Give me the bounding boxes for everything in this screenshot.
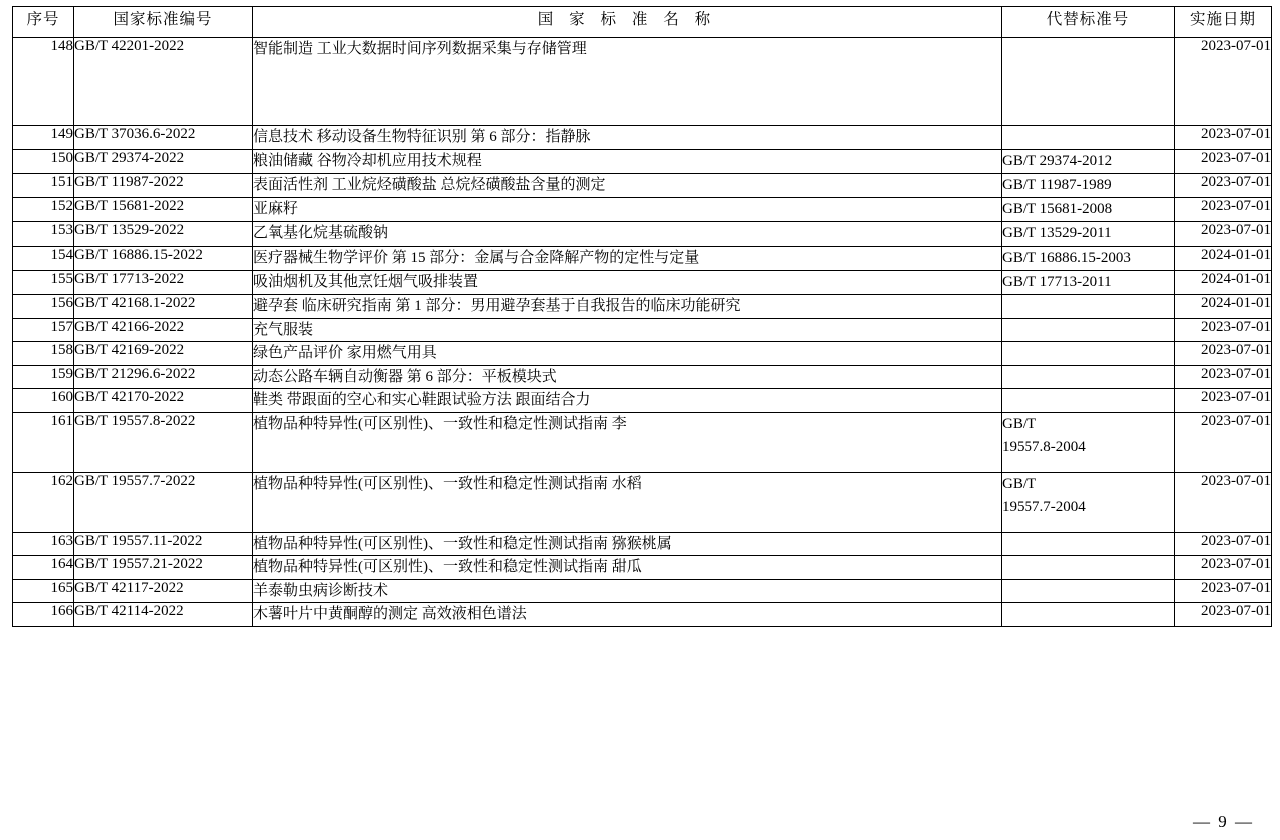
cell-sequence: 156 [13,295,74,319]
cell-replaced-code [1002,295,1175,319]
cell-effective-date: 2023-07-01 [1175,318,1272,342]
cell-sequence: 149 [13,126,74,150]
cell-sequence: 157 [13,318,74,342]
cell-standard-code: GB/T 21296.6-2022 [74,365,253,389]
cell-standard-name: 绿色产品评价 家用燃气用具 [253,342,1002,366]
table-row [13,173,1272,197]
column-header-standard-name [253,7,1002,38]
cell-sequence: 165 [13,579,74,603]
table-row [13,198,1272,222]
cell-replaced-code [1002,318,1175,342]
cell-standard-code: GB/T 19557.8-2022 [74,412,253,472]
replaced-code-line-1: GB/T 17713-2011 [1002,273,1112,290]
table-header [13,7,1272,38]
cell-sequence: 152 [13,198,74,222]
replaced-code-line-1: GB/T 11987-1989 [1002,176,1112,193]
cell-standard-name: 植物品种特异性(可区别性)、一致性和稳定性测试指南 水稻 [253,472,1002,532]
cell-standard-name: 植物品种特异性(可区别性)、一致性和稳定性测试指南 甜瓜 [253,556,1002,580]
cell-replaced-code [1002,246,1175,270]
cell-effective-date: 2023-07-01 [1175,198,1272,222]
cell-replaced-code [1002,222,1175,246]
cell-sequence: 154 [13,246,74,270]
table-row [13,222,1272,246]
cell-sequence: 151 [13,173,74,197]
cell-replaced-code [1002,342,1175,366]
table-row [13,318,1272,342]
cell-effective-date: 2023-07-01 [1175,342,1272,366]
cell-replaced-code [1002,38,1175,126]
table-row [13,412,1272,472]
table-row [13,246,1272,270]
cell-effective-date: 2023-07-01 [1175,532,1272,556]
column-header-standard-code [74,7,253,38]
cell-standard-code: GB/T 42169-2022 [74,342,253,366]
cell-standard-name: 充气服装 [253,318,1002,342]
replaced-code-line-1: GB/T 15681-2008 [1002,201,1113,217]
cell-effective-date: 2023-07-01 [1175,412,1272,472]
cell-sequence: 161 [13,412,74,472]
column-header-effective-date [1175,7,1272,38]
column-header-replaced-code-label: 代替标准号 [1046,11,1130,28]
cell-standard-code: GB/T 15681-2022 [74,198,253,222]
cell-standard-name: 智能制造 工业大数据时间序列数据采集与存储管理 [253,38,1002,126]
column-header-standard-code-label: 国家标准编号 [113,11,213,28]
cell-standard-code: GB/T 42201-2022 [74,38,253,126]
cell-replaced-code [1002,149,1175,173]
cell-standard-name: 亚麻籽 [253,198,1002,222]
cell-standard-name: 羊泰勒虫病诊断技术 [253,579,1002,603]
cell-standard-name: 植物品种特异性(可区别性)、一致性和稳定性测试指南 猕猴桃属 [253,532,1002,556]
cell-sequence: 159 [13,365,74,389]
cell-replaced-code [1002,365,1175,389]
cell-effective-date: 2024-01-01 [1175,295,1272,319]
table-row [13,270,1272,294]
cell-standard-name: 信息技术 移动设备生物特征识别 第 6 部分：指静脉 [253,126,1002,150]
cell-replaced-code [1002,579,1175,603]
cell-replaced-code [1002,556,1175,580]
cell-standard-code: GB/T 17713-2022 [74,270,253,294]
table-row [13,365,1272,389]
cell-replaced-code [1002,532,1175,556]
column-header-effective-date-label: 实施日期 [1189,11,1256,28]
cell-sequence: 164 [13,556,74,580]
table-row [13,389,1272,413]
column-header-sequence-label: 序号 [26,11,60,28]
table-row [13,579,1272,603]
cell-standard-code: GB/T 29374-2022 [74,149,253,173]
replaced-code-line-2: 19557.7-2004 [1002,498,1086,515]
cell-sequence: 162 [13,472,74,532]
cell-effective-date: 2023-07-01 [1175,579,1272,603]
cell-replaced-code [1002,472,1175,532]
table-row [13,556,1272,580]
cell-effective-date: 2023-07-01 [1175,556,1272,580]
cell-standard-code: GB/T 42168.1-2022 [74,295,253,319]
cell-standard-name: 粮油储藏 谷物冷却机应用技术规程 [253,149,1002,173]
cell-replaced-code [1002,270,1175,294]
table-row [13,126,1272,150]
cell-standard-code: GB/T 19557.11-2022 [74,532,253,556]
cell-replaced-code [1002,126,1175,150]
replaced-code-line-2: 19557.8-2004 [1002,438,1086,455]
cell-effective-date: 2023-07-01 [1175,126,1272,150]
cell-standard-code: GB/T 13529-2022 [74,222,253,246]
table-row [13,295,1272,319]
standards-table [12,6,1272,627]
cell-sequence: 158 [13,342,74,366]
cell-effective-date: 2024-01-01 [1175,246,1272,270]
table-row [13,472,1272,532]
cell-sequence: 153 [13,222,74,246]
cell-standard-code: GB/T 42166-2022 [74,318,253,342]
cell-sequence: 150 [13,149,74,173]
cell-standard-name: 植物品种特异性(可区别性)、一致性和稳定性测试指南 李 [253,412,1002,472]
cell-effective-date: 2023-07-01 [1175,38,1272,126]
cell-standard-code: GB/T 11987-2022 [74,173,253,197]
cell-effective-date: 2024-01-01 [1175,270,1272,294]
table-row [13,532,1272,556]
table-row [13,342,1272,366]
replaced-code-line-1: GB/T 13529-2011 [1002,225,1112,242]
cell-sequence: 163 [13,532,74,556]
cell-replaced-code [1002,173,1175,197]
cell-sequence: 166 [13,603,74,627]
cell-replaced-code [1002,603,1175,627]
cell-standard-code: GB/T 19557.21-2022 [74,556,253,580]
table-body [13,38,1272,627]
cell-sequence: 155 [13,270,74,294]
table-row [13,603,1272,627]
cell-sequence: 160 [13,389,74,413]
cell-standard-name: 木薯叶片中黄酮醇的测定 高效液相色谱法 [253,603,1002,627]
cell-standard-code: GB/T 37036.6-2022 [74,126,253,150]
column-header-standard-name-label: 国 家 标 准 名 称 [537,11,717,28]
cell-effective-date: 2023-07-01 [1175,365,1272,389]
cell-standard-name: 表面活性剂 工业烷烃磺酸盐 总烷烃磺酸盐含量的测定 [253,173,1002,197]
cell-replaced-code [1002,389,1175,413]
cell-standard-code: GB/T 42114-2022 [74,603,253,627]
cell-standard-name: 避孕套 临床研究指南 第 1 部分：男用避孕套基于自我报告的临床功能研究 [253,295,1002,319]
table-row [13,149,1272,173]
cell-standard-name: 动态公路车辆自动衡器 第 6 部分：平板模块式 [253,365,1002,389]
replaced-code-line-1: GB/T 16886.15-2003 [1002,249,1131,266]
column-header-sequence [13,7,74,38]
cell-standard-name: 吸油烟机及其他烹饪烟气吸排装置 [253,270,1002,294]
cell-replaced-code [1002,198,1175,222]
cell-replaced-code [1002,412,1175,472]
cell-standard-code: GB/T 42117-2022 [74,579,253,603]
column-header-replaced-code [1002,7,1175,38]
cell-effective-date: 2023-07-01 [1175,173,1272,197]
cell-standard-name: 鞋类 带跟面的空心和实心鞋跟试验方法 跟面结合力 [253,389,1002,413]
replaced-code-line-1: GB/T [1002,415,1037,432]
replaced-code-line-1: GB/T 29374-2012 [1002,152,1113,169]
cell-standard-code: GB/T 19557.7-2022 [74,472,253,532]
page-number: — 9 — [1193,812,1254,831]
cell-effective-date: 2023-07-01 [1175,222,1272,246]
cell-sequence: 148 [13,38,74,126]
cell-effective-date: 2023-07-01 [1175,472,1272,532]
cell-effective-date: 2023-07-01 [1175,389,1272,413]
cell-effective-date: 2023-07-01 [1175,149,1272,173]
cell-standard-code: GB/T 16886.15-2022 [74,246,253,270]
table-row [13,38,1272,126]
cell-effective-date: 2023-07-01 [1175,603,1272,627]
cell-standard-code: GB/T 42170-2022 [74,389,253,413]
cell-standard-name: 乙氧基化烷基硫酸钠 [253,222,1002,246]
replaced-code-line-1: GB/T [1002,475,1037,492]
table-header-row [13,7,1272,38]
cell-standard-name: 医疗器械生物学评价 第 15 部分：金属与合金降解产物的定性与定量 [253,246,1002,270]
